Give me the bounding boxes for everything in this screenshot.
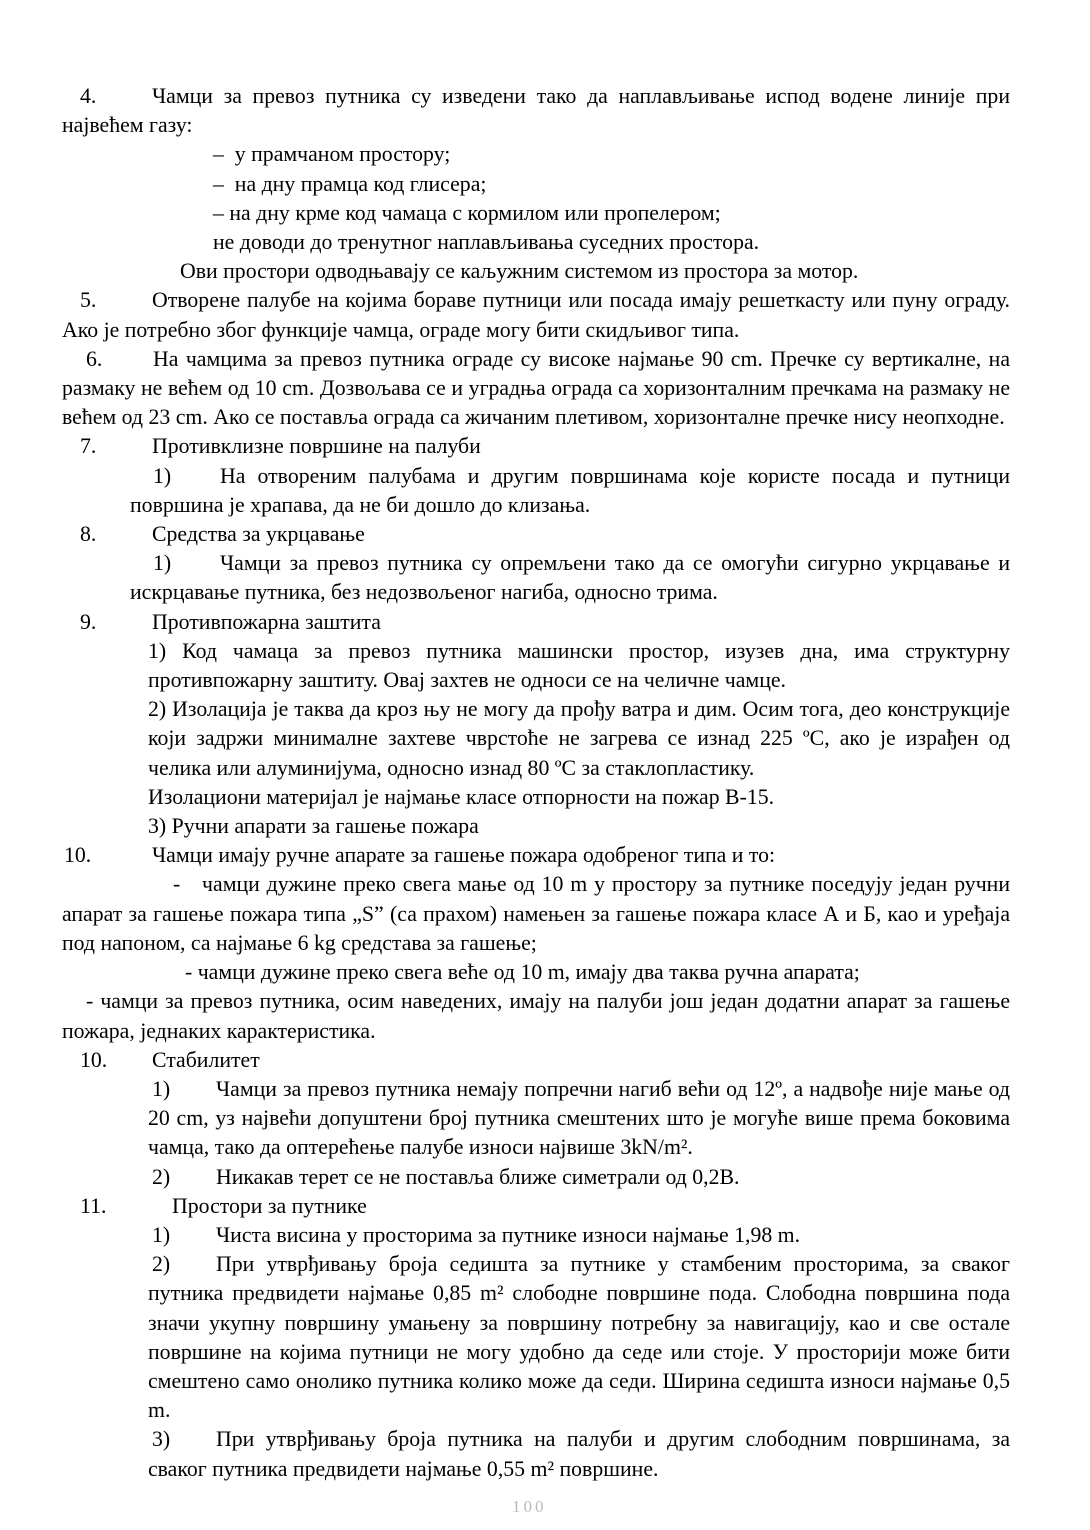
list-item-4 [62,82,1010,140]
sub-item-text: Чиста висина у просторима за путнике износи најмање 1,98 m. [216,1222,801,1247]
sub-item-10-1 [148,1075,1010,1163]
sub-item-8-1 [130,549,1010,607]
dash-bullet-line: – на дну прамца код глисера; [213,171,487,196]
item-text: Противклизне површине на палуби [152,434,481,459]
sub-item-number: 3) [152,1427,171,1452]
item-text: Средства за укрцавање [152,522,365,547]
sub-item-text: Чамци за превоз путника су опремљени тако да се омогући сигурно укрцавање и искрцавање путника, без недозвољеног нагиба, односно трима. [130,551,1010,605]
sub-item-number: 1) [152,1076,171,1101]
sub-item-11-1 [148,1221,1010,1250]
dash-paragraph: - чамци дужине преко свега мање од 10 m у простору за путнике поседују један ручни апарат за гашење пожара типа „S” (са прахом) намењен за гашење пожара класе А и Б, као и уређаја под напоном, са најмање 6 kg средстава за гашење; [62,872,1010,955]
item-text: Простори за путнике [172,1193,367,1218]
sub-item-11-3 [148,1425,1010,1483]
sub-item-number: 1) [153,551,172,576]
item-number: 10. [64,843,92,868]
item-text: Чамци за превоз путника су изведени тако да наплављивање испод водене линије при највећем газу: [62,84,1010,138]
list-item-6 [62,345,1010,433]
sub-item-text: На отвореним палубама и другим површинама које користе посада и путници површина је храпава, да не би дошло до клизања. [130,463,1010,517]
item-text: Отворене палубе на којима бораве путници или посада имају решеткасту или пуну ограду. Ако је потребно због функције чамца, ограде могу бити скидљивог типа. [62,288,1010,342]
list-item-11 [62,1192,1010,1221]
sub-item-text: При утврђивању броја седишта за путнике у стамбеним просторима, за сваког путника предвидети најмање 0,85 m² слободне површине пода. Слободна површина пода значи укупну површину умањену за површину потребну за навигацију, као и све остале површине на којима путници не могу удобно да седе или стоје. У просторији може бити смештено само онолико путника колико може да седи. Ширина седишта износи најмање 0,5 m. [148,1252,1010,1423]
sub-item-11-2 [148,1250,1010,1425]
dash-bullet-line: – у прамчаном простору; [213,142,451,167]
list-item-10-stability [62,1046,1010,1075]
item-text: Противпожарна заштита [152,609,381,634]
sub-paragraph-9-1: 1) Код чамаца за превоз путника машински простор, изузев дна, има структурну противпожарну заштиту. Овај захтев не односи се на челичне чамце. [148,638,1010,693]
document-page [62,82,1010,1484]
item-text: На чамцима за превоз путника ограде су високе најмање 90 cm. Пречке су вертикалне, на размаку не већем од 10 cm. Дозвољава се и уградња ограда са хоризонталним пречкама на размаку не већем од 23 cm. Ако се поставља ограда са жичаним плетивом, хоризонталне пречке нису неопходне. [62,346,1010,430]
sub-item-number: 2) [152,1164,171,1189]
list-item-10-extinguishers [62,841,1010,870]
sub-item-text: При утврђивању броја путника на палуби и другим слободним површинама, за сваког путника предвидети најмање 0,55 m² површине. [148,1427,1010,1481]
list-item-8 [62,520,1010,549]
sub-item-number: 1) [152,1222,171,1247]
item-text: Стабилитет [152,1047,260,1072]
sub-item-10-2 [148,1163,1010,1192]
sub-item-text: Никакав терет се не поставља ближе симетрали од 0,2B. [216,1164,740,1189]
list-item-9 [62,608,1010,637]
dash-line: - чамци дужине преко свега веће од 10 m, имају два таква ручна апарата; [185,960,860,985]
item-number: 11. [80,1193,107,1218]
item-number: 10. [80,1047,108,1072]
list-item-5 [62,286,1010,344]
sub-paragraph-9-3: 3) Ручни апарати за гашење пожара [148,814,479,839]
item-text: Чамци имају ручне апарате за гашење пожара одобреног типа и то: [152,843,776,868]
sub-paragraph-9-note: Изолациони материјал је најмање класе отпорности на пожар B-15. [148,784,775,809]
note-line: Ови простори одводњавају се каљужним системом из простора за мотор. [180,259,859,284]
item-number: 5. [80,288,97,313]
item-number: 9. [80,609,97,634]
item-number: 4. [80,84,97,108]
sub-paragraph-9-2: 2) Изолација је таква да кроз њу не могу да прођу ватра и дим. Осим тога, део конструкције који задржи минималне захтеве чврстоће не загрева се изнад 225 ºC, ако је израђен од челика или алуминијума, односно изнад 80 ºC за стаклопластику. [148,697,1010,780]
sub-item-number: 2) [152,1252,171,1277]
sub-item-text: Чамци за превоз путника немају попречни нагиб већи од 12º, а надвође није мање од 20 cm, уз највећи допуштени број путника смештених што је могуће више према боковима чамца, тако да оптерећење палубе износи највише 3kN/m². [148,1076,1010,1160]
item-number: 6. [86,346,103,371]
sub-item-7-1 [130,462,1010,520]
page-number: 100 [512,1497,547,1516]
dash-paragraph: - чамци за превоз путника, осим наведених, имају на палуби још један додатни апарат за гашење пожара, једнаких карактеристика. [62,989,1010,1043]
dash-bullet-line: – на дну крме код чамаца с кормилом или пропелером; [213,200,721,225]
item-number: 7. [80,434,97,459]
item-number: 8. [80,522,97,547]
list-item-7 [62,432,1010,461]
sub-item-number: 1) [153,463,172,488]
note-line: не доводи до тренутног наплављивања суседних простора. [213,230,760,255]
